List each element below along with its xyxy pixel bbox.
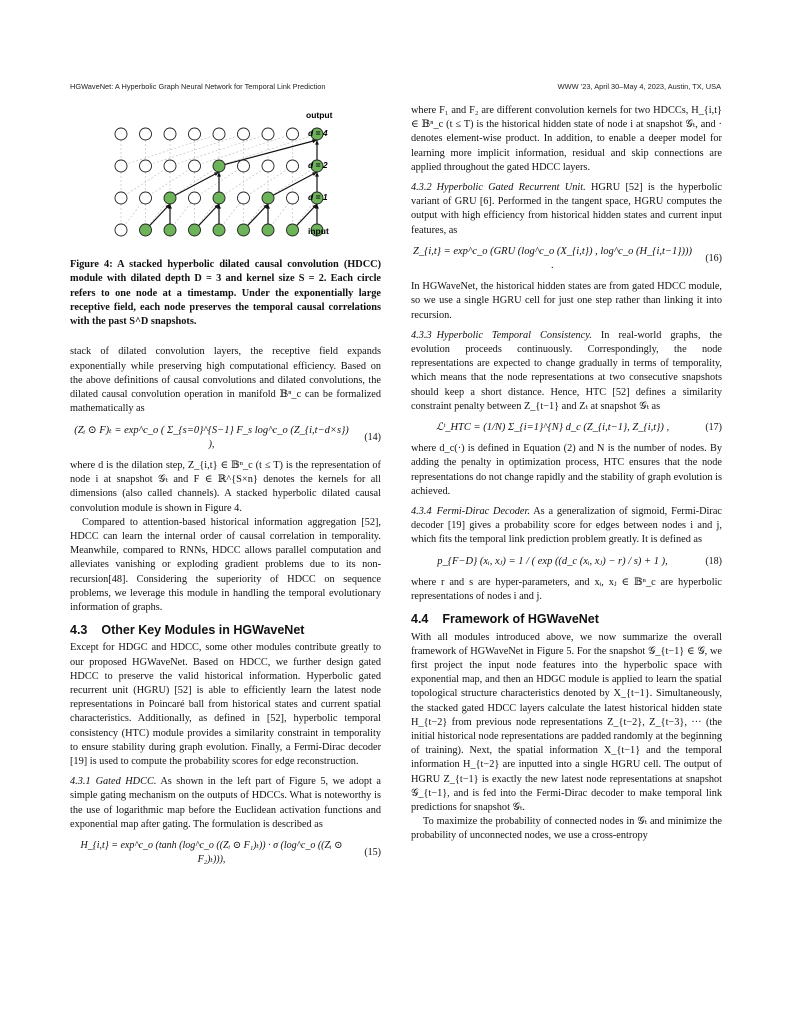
equation-18 [411, 555, 722, 569]
paragraph: Except for HDGC and HDCC, some other modules contribute greatly to our proposed HGWaveNet. Based on HDCC, we further design gated HDCC to preserve the valid historical information. Hyperbolic gated recurrent unit (HGRU) [52] is able to efficiently learn the latest node representations in Poincaré ball from historical states and current spatial characteristics. Additionally, as defined in [52], hyperbolic temporal consistency (HTC) module provides a similarity constraint in temporality to ensure stability during graph evolution. Finally, a Fermi-Dirac decoder [19] is used to compute the probability scores for edge reconstruction. [70, 642, 381, 767]
subsection-title: Hyperbolic Gated Recurrent Unit. [436, 182, 586, 194]
figure-active-node [262, 192, 274, 204]
figure-node [238, 160, 250, 172]
figure-label-output: output [306, 110, 333, 120]
equation-17-number: (17) [705, 422, 722, 434]
paragraph-4-3-4 [411, 505, 722, 548]
figure-node [189, 128, 201, 140]
section-4-4-heading [411, 612, 722, 626]
figure-label-d1: d = 1 [308, 192, 328, 202]
paragraph: Compared to attention-based historical information aggregation [52], HDCC can learn the internal order of causal correlation in temporality. Meanwhile, compared to RNNs, HDCC allows parallel computation and alleviates vanishing or exploding gradient problems due to its non-recursion[48]. Considering the superiority of HDCC on sequence problems, we leverage this module in handling the temporal evolutionary information of graphs. [70, 516, 381, 613]
equation-18-number: (18) [705, 555, 722, 567]
equation-15-number: (15) [364, 847, 381, 859]
figure-active-node [287, 224, 299, 236]
equation-16 [411, 245, 722, 273]
subsection-number: 4.3.2 [411, 182, 432, 194]
figure-node [213, 128, 225, 140]
equation-14 [70, 424, 381, 452]
right-column [411, 104, 722, 844]
paragraph-text: HGRU [52] is the hyperbolic variant of GRU [6]. Performed in the tangent space, HGRU computes the output with high efficiency from historical hidden states and current input features, as [411, 182, 723, 236]
paragraph: where F₁ and F₂ are different convolution kernels for two HDCCs, H_{i,t} ∈ 𝔹ⁿ_c (t ≤ T) is the historical hidden state of node i at snapshot 𝒢ₜ, and · denotes element-wise product. In addition, to enable a deeper model for learning more implicit information, residual and skip connections are applied throughout the gated HDCC layers. [411, 105, 722, 173]
figure-active-node [262, 224, 274, 236]
figure-active-node [213, 192, 225, 204]
paragraph: where d_c(·) is defined in Equation (2) and N is the number of nodes. By adding the penalty in optimization process, HTC ensures that the node representations do not change rapidly and the stability of graph evolution is achieved. [411, 443, 722, 497]
figure-active-node [213, 224, 225, 236]
subsection-title: Fermi-Dirac Decoder. [436, 506, 530, 518]
left-column [70, 104, 381, 874]
section-title: Other Key Modules in HGWaveNet [101, 623, 305, 638]
subsection-number: 4.3.4 [411, 506, 432, 518]
figure-node [189, 192, 201, 204]
paragraph-4-3-1 [70, 775, 381, 832]
figure-label-d4: d = 4 [308, 128, 328, 138]
figure-node [262, 160, 274, 172]
figure-node [115, 128, 127, 140]
paragraph: To maximize the probability of connected nodes in 𝒢ₜ and minimize the probability of unconnected nodes, we use a cross-entropy [411, 816, 722, 842]
subsection-number: 4.3.3 [411, 329, 432, 341]
figure-label-input: input [308, 226, 329, 236]
figure-node [140, 192, 152, 204]
subsection-title: Gated HDCC. [95, 776, 157, 788]
figure-active-node [238, 224, 250, 236]
paragraph: In HGWaveNet, the historical hidden states are from gated HDCC module, so we use a single HGRU cell for just one step rather than linking it into recursion. [411, 281, 722, 321]
subsection-4-3-2-heading [411, 182, 586, 193]
subsection-4-3-3-heading [411, 330, 592, 341]
running-header-right: WWW ’23, April 30–May 4, 2023, Austin, TX, USA [557, 82, 721, 91]
figure-active-node [189, 224, 201, 236]
subsection-4-3-1-heading [70, 776, 156, 787]
section-4-3-heading [70, 623, 381, 637]
paragraph-text: As a generalization of sigmoid, Fermi-Dirac decoder [19] gives a probability score for edges between nodes i and j, which fits the temporal link prediction problem greatly. It is defined as [411, 506, 722, 546]
paragraph-4-3-3 [411, 329, 722, 414]
paragraph-text: In real-world graphs, the evolution proceeds continuously. Correspondingly, the node representations are expected to change gradually in terms of temporality, which means that the node representations at two consecutive snapshots should keep a short distance. Hence, HTC [52] defines a similarity constraint penalty between Z_{t−1} and Zₜ at snapshot 𝒢ₜ as [411, 329, 722, 412]
figure-node [262, 128, 274, 140]
figure-active-node [164, 192, 176, 204]
subsection-number: 4.3.1 [70, 776, 91, 788]
figure-active-node [213, 160, 225, 172]
paragraph: With all modules introduced above, we now summarize the overall framework of HGWaveNet in Figure 5. For the snapshot 𝒢_{t−1} ∈ 𝒢, we first project the input node features into the hyperbolic space with exponential map, and then an HDGC module is applied to learn the spatial topological structure characteristics denoted by X_{t−1}. Simultaneously, the stacked gated HDCC layers calculate the latest historical hidden state H_{t−2} from previous node representations Z_{t−2}, Z_{t−3}, ··· (the initial historical node representations are padded randomly at the beginning of training). Next, the spatial information X_{t−1} and the temporal information H_{t−2} are inputted into a single HGRU cell. The output of HGRU Z_{t−1} is exactly the new latest node representations at snapshot 𝒢_{t−1}, and is fed into the Fermi-Dirac decoder to make temporal link predictions for snapshot 𝒢ₜ. [411, 631, 722, 813]
figure-node [238, 128, 250, 140]
equation-15-body: H_{i,t} = exp^c_o (tanh (log^c_o ((Zᵢ ⊙ F₁)ₜ)) · σ (log^c_o ((Zᵢ ⊙ F₂)ₜ))), [80, 839, 343, 866]
figure-node [164, 128, 176, 140]
figure-node [287, 128, 299, 140]
section-number: 4.4 [411, 612, 429, 627]
equation-16-number: (16) [705, 252, 722, 264]
equation-16-body: Z_{i,t} = exp^c_o (GRU (log^c_o (X_{i,t}) , log^c_o (H_{i,t−1}))) . [413, 245, 692, 272]
figure-node [238, 192, 250, 204]
subsection-title: Hyperbolic Temporal Consistency. [436, 329, 592, 341]
figure-node [189, 160, 201, 172]
running-header-left: HGWaveNet: A Hyperbolic Graph Neural Network for Temporal Link Prediction [70, 82, 326, 91]
equation-14-body: (Zᵢ ⊙ F)ₜ = exp^c_o ( Σ_{s=0}^{S−1} F_s log^c_o (Z_{i,t−d×s}) ), [74, 424, 349, 450]
paragraph: where d is the dilation step, Z_{i,t} ∈ 𝔹ⁿ_c (t ≤ T) is the representation of node i at snapshot 𝒢ₜ and F ∈ ℝ^{S×n} denotes the kernels for all dimensions (also called channels). A stacked hyperbolic dilated causal convolution module is shown in Figure 4. [70, 459, 381, 514]
figure-4-diagram [66, 104, 382, 254]
figure-active-node [140, 224, 152, 236]
paragraph: stack of dilated convolution layers, the receptive field expands exponentially while preserving high computational efficiency. Based on the above definitions of causal convolutions and dilated convolutions, the dilated causal convolution operation in manifold 𝔹ⁿ_c can be formalized mathematically as [70, 346, 381, 415]
figure-label-d2: d = 2 [308, 160, 328, 170]
figure-4-connections [121, 134, 319, 230]
equation-17 [411, 421, 722, 435]
equation-14-number: (14) [364, 431, 381, 443]
paragraph-4-3-2 [411, 181, 722, 238]
equation-18-body: p_{F−D} (xᵢ, xⱼ) = 1 / ( exp ((d_c (xᵢ, xⱼ) − r) / s) + 1 ), [437, 555, 668, 567]
equation-15 [70, 839, 381, 867]
figure-node [164, 160, 176, 172]
figure-node [287, 160, 299, 172]
figure-active-node [164, 224, 176, 236]
section-title: Framework of HGWaveNet [442, 612, 599, 627]
figure-node [140, 128, 152, 140]
figure-node [115, 224, 127, 236]
subsection-4-3-4-heading [411, 506, 530, 517]
figure-node [140, 160, 152, 172]
figure-node [115, 160, 127, 172]
section-number: 4.3 [70, 623, 88, 638]
paragraph: where r and s are hyper-parameters, and xᵢ, xⱼ ∈ 𝔹ⁿ_c are hyperbolic representations of nodes i and j. [411, 576, 722, 603]
figure-4-caption: Figure 4: A stacked hyperbolic dilated causal convolution (HDCC) module with dilated depth D = 3 and kernel size S = 2. Each circle refers to one node at a timestamp. Under the exponentially large receptive field, each node preserves the temporal causal correlations with the past S^D snapshots. [70, 259, 381, 328]
equation-17-body: ℒᵗ_HTC = (1/N) Σ_{i=1}^{N} d_c (Z_{i,t−1}, Z_{i,t}) , [435, 422, 670, 434]
figure-node [115, 192, 127, 204]
paragraph-text: As shown in the left part of Figure 5, we adopt a simple gating mechanism on the outputs of HDCCs. What is noteworthy is the use of logarithmic map before the Euclidean activation functions and exponential map after gating. The formulation is described as [70, 776, 381, 830]
figure-node [287, 192, 299, 204]
